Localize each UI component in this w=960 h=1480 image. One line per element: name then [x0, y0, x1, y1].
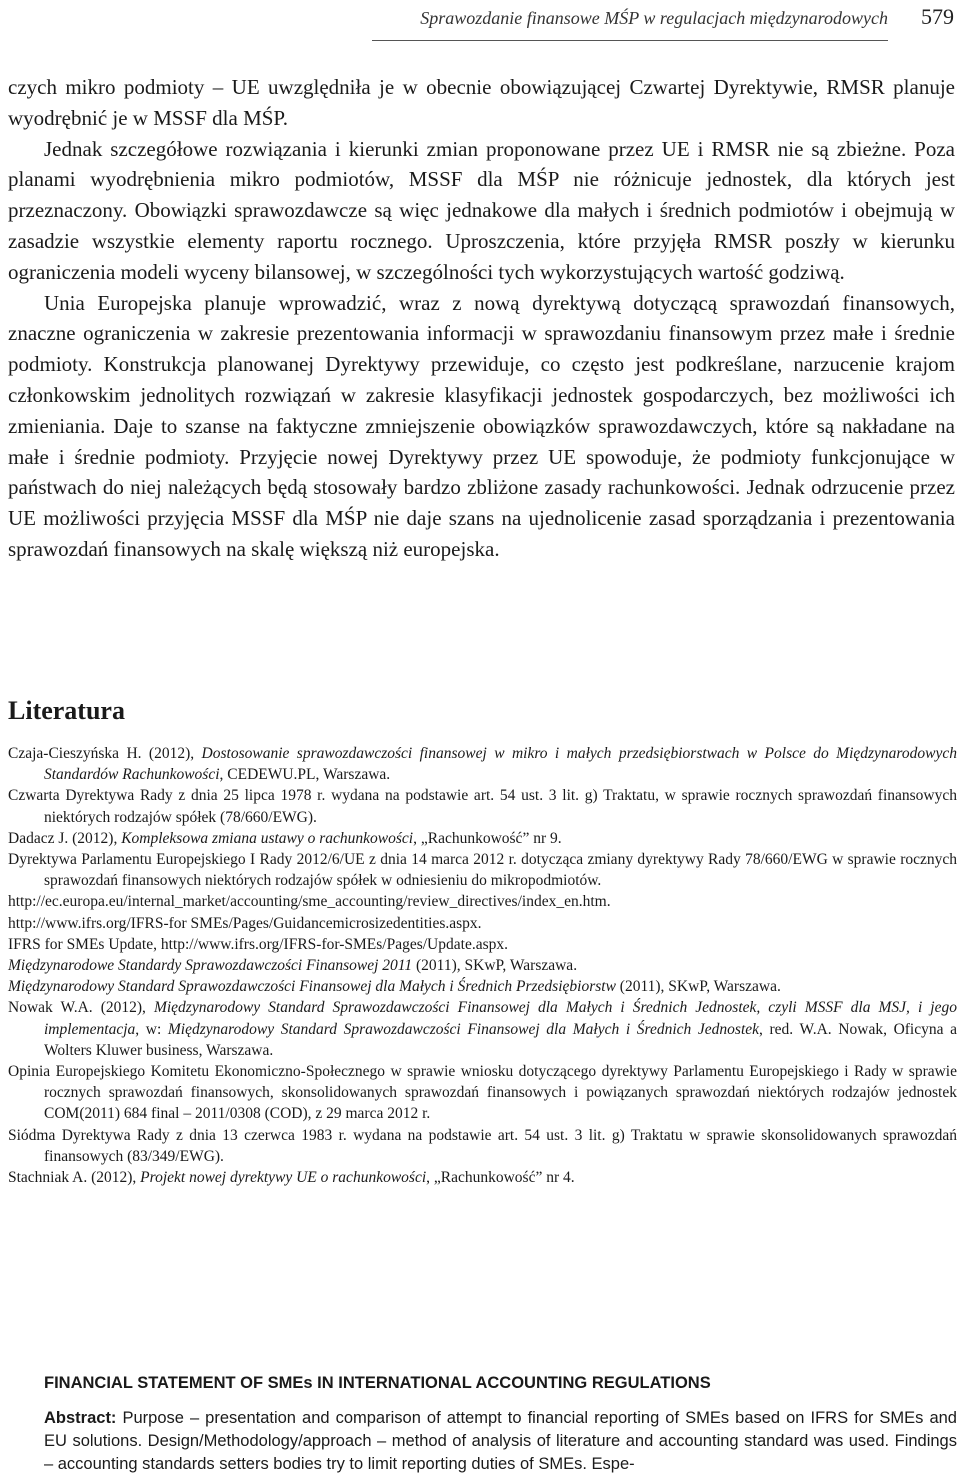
reference-item: Międzynarodowe Standardy Sprawozdawczości Finansowej 2011 (2011), SKwP, Warszawa.: [8, 957, 578, 975]
reference-item: Międzynarodowy Standard Sprawozdawczości Finansowej dla Małych i Średnich Przedsiębiorstw (2011), SKwP, Warszawa.: [8, 978, 781, 996]
body-paragraph: Unia Europejska planuje wprowadzić, wraz z nową dyrektywą dotyczącą sprawozdań finansowych, znaczne ograniczenia w zakresie prezentowania informacji w sprawozdaniu finansowym przez małe i średnie podmioty. Konstrukcja planowanej Dyrektywy przewiduje, co często jest podkreślane, narzucenie krajom członkowskim jednolitych rozwiązań w zakresie klasyfikacji jednostek gospodarczych, bez możliwości ich zmieniania. Daje to szanse na faktyczne zmniejszenie obowiązków sprawozdawczych, które są nakładane na małe i średnie podmioty. Przyjęcie nowej Dyrektywy przez UE spowoduje, że podmioty funkcjonujące w państwach do niej należących będą stosowały bardzo zbliżone zasady rachunkowości. Jednak odrzucenie przez UE możliwości przyjęcia MSSF dla MŚP nie daje szans na ujednolicenie zasad sporządzania i prezentowania sprawozdań finansowych na skalę większą niż europejska.: [8, 290, 955, 561]
abstract-label: Abstract:: [44, 1409, 117, 1427]
abstract-text: [44, 1407, 957, 1476]
body-paragraph: czych mikro podmioty – UE uwzględniła je w obecnie obowiązującej Czwartej Dyrektywie, RMSR planuje wyodrębnić je w MSSF dla MŚP.: [8, 75, 955, 130]
reference-list: [8, 743, 957, 1188]
abstract-body: Purpose – presentation and comparison of attempt to financial reporting of SMEs based on IFRS for SMEs and EU solutions. Design/Methodology/approach – method of analysis of literature and accounting standard was used. Findings – accounting standards setters bodies try to limit reporting duties of SMEs. Espe-: [44, 1409, 957, 1473]
running-title: Sprawozdanie finansowe MŚP w regulacjach międzynarodowych: [420, 8, 888, 28]
reference-item: Nowak W.A. (2012), Międzynarodowy Standard Sprawozdawczości Finansowej dla Małych i Średnich Jednostek, czyli MSSF dla MSJ, i jego implementacja, w: Międzynarodowy Standard Sprawozdawczości Finansowej dla Małych i Średnich Jednostek, red. W.A. Nowak, Oficyna a Wolters Kluwer business, Warszawa.: [8, 999, 957, 1059]
reference-item: Opinia Europejskiego Komitetu Ekonomiczno-Społecznego w sprawie wniosku dotyczącego dyrektywy Parlamentu Europejskiego i Rady w sprawie rocznych sprawozdań finansowych, skonsolidowanych sprawozdań finansowych i powiązanych sprawozdań niektórych rodzajów jednostek COM(2011) 684 final – 2011/0308 (COD), z 29 marca 2012 r.: [8, 1063, 957, 1123]
reference-item: IFRS for SMEs Update, http://www.ifrs.org/IFRS-for-SMEs/Pages/Update.aspx.: [8, 935, 508, 953]
reference-item: http://www.ifrs.org/IFRS-for SMEs/Pages/Guidancemicrosizedentities.aspx.: [8, 914, 482, 932]
reference-item: Czwarta Dyrektywa Rady z dnia 25 lipca 1978 r. wydana na podstawie art. 54 ust. 3 lit. g) Traktatu, w sprawie rocznych sprawozdań finansowych niektórych rodzajów spółek (78/660/EWG).: [8, 787, 957, 826]
page-number: 579: [921, 4, 954, 29]
reference-item: Siódma Dyrektywa Rady z dnia 13 czerwca 1983 r. wydana na podstawie art. 54 ust. 3 lit. g) Traktatu w sprawie skonsolidowanych sprawozdań finansowych (83/349/EWG).: [8, 1126, 957, 1165]
body-text: [8, 72, 955, 565]
page-header: [0, 0, 960, 44]
header-rule: [372, 40, 888, 41]
english-abstract: [44, 1374, 957, 1476]
reference-item: Dyrektywa Parlamentu Europejskiego I Rady 2012/6/UE z dnia 14 marca 2012 r. dotycząca zmiany dyrektywy Rady 78/660/EWG w sprawie rocznych sprawozdań finansowych niektórych rodzajów spółek w odniesieniu do mikropodmiotów.: [8, 851, 957, 890]
body-paragraph: Jednak szczegółowe rozwiązania i kierunki zmian proponowane przez UE i RMSR nie są zbieżne. Poza planami wyodrębnienia mikro podmiotów, MSSF dla MŚP nie różnicuje jednostek, dla których jest przeznaczony. Obowiązki sprawozdawcze są więc jednakowe dla małych i średnich podmiotów i obejmują w zasadzie wszystkie elementy raportu rocznego. Uproszczenia, które przyjęła RMSR poszły w kierunku ograniczenia modeli wyceny bilansowej, w szczególności tych wykorzystujących wartość godziwą.: [8, 136, 955, 284]
reference-item: http://ec.europa.eu/internal_market/accounting/sme_accounting/review_directives/index_en.htm.: [8, 893, 611, 911]
reference-item: Czaja-Cieszyńska H. (2012), Dostosowanie sprawozdawczości finansowej w mikro i małych przedsiębiorstwach w Polsce do Międzynarodowych Standardów Rachunkowości, CEDEWU.PL, Warszawa.: [8, 745, 957, 784]
literature-heading: Literatura: [8, 696, 125, 725]
reference-item: Stachniak A. (2012), Projekt nowej dyrektywy UE o rachunkowości, „Rachunkowość” nr 4.: [8, 1169, 575, 1187]
reference-item: Dadacz J. (2012), Kompleksowa zmiana ustawy o rachunkowości, „Rachunkowość” nr 9.: [8, 829, 562, 847]
abstract-title: FINANCIAL STATEMENT OF SMEs IN INTERNATIONAL ACCOUNTING REGULATIONS: [44, 1374, 711, 1392]
